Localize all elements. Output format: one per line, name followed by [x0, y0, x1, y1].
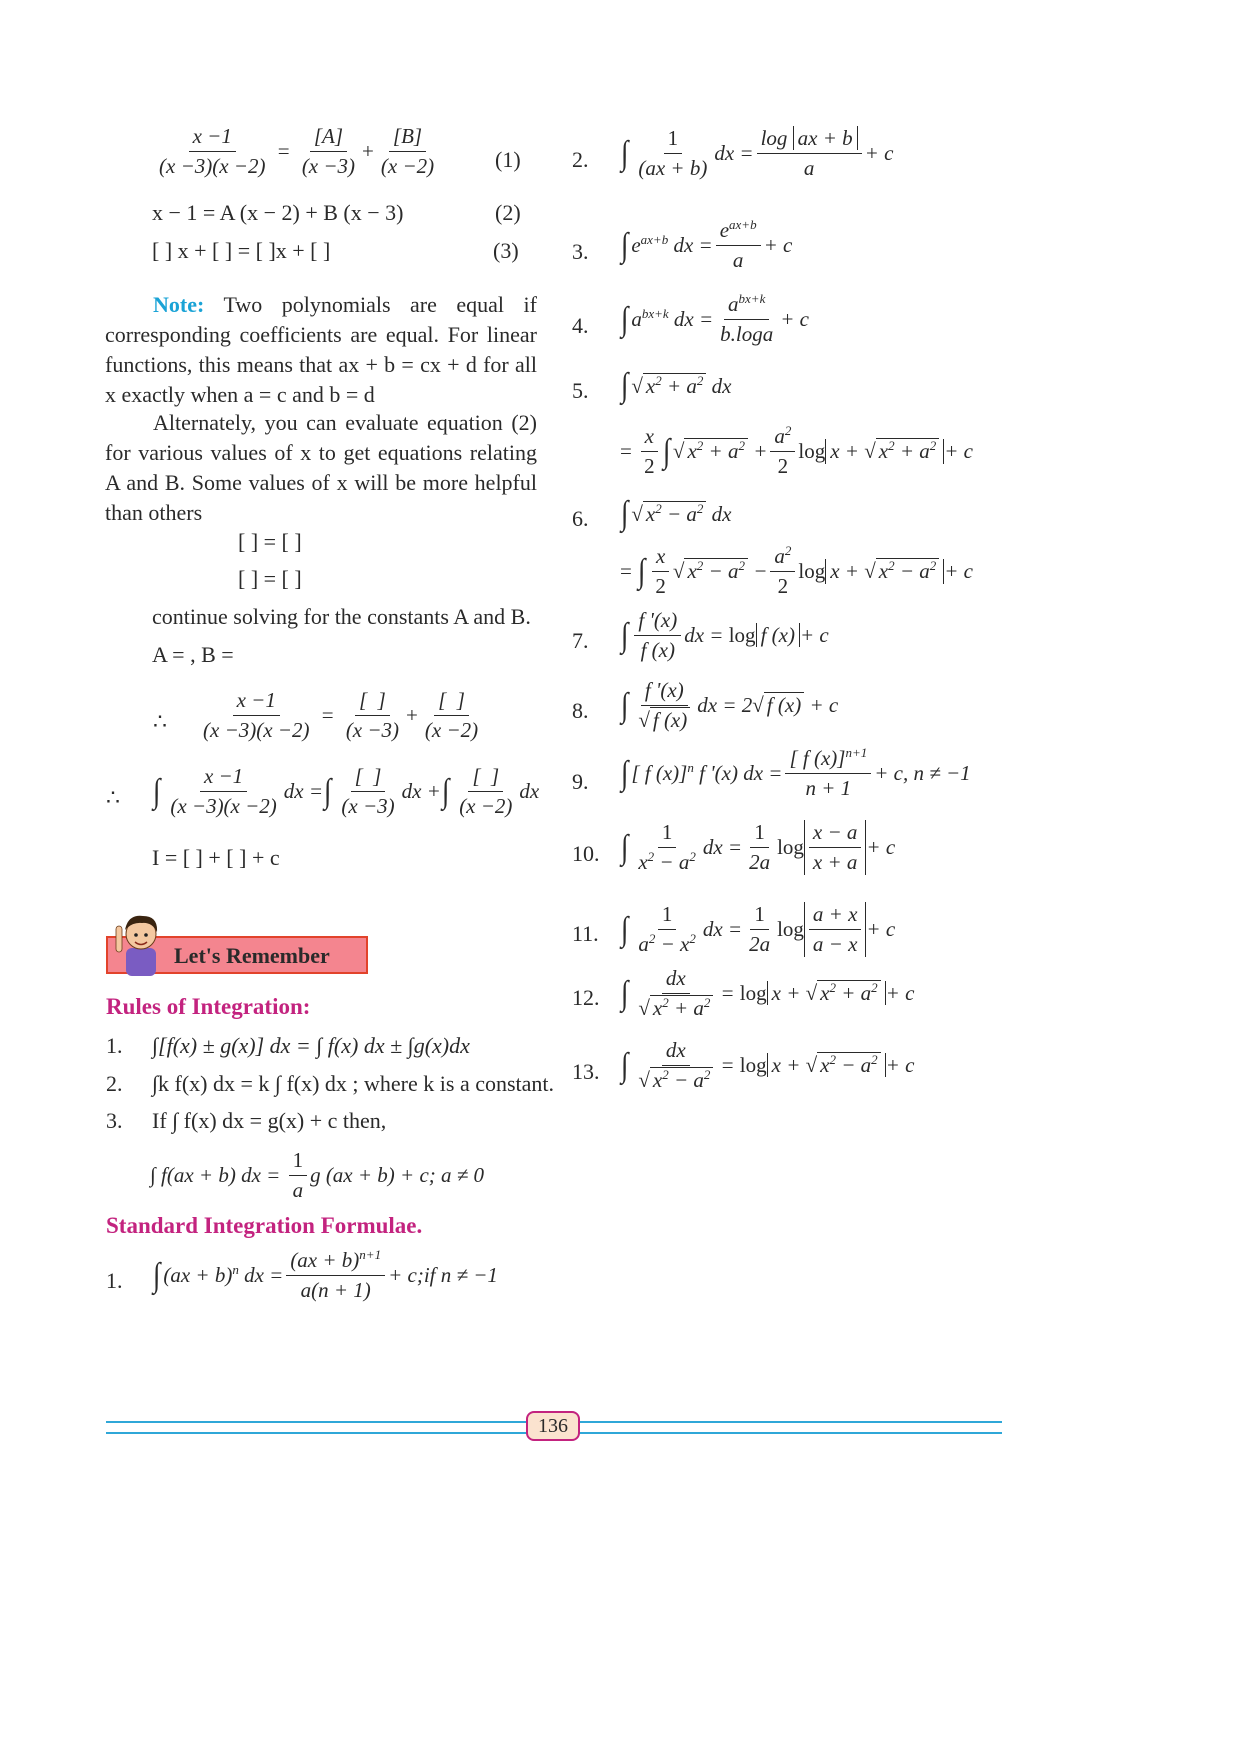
formula-9: ∫ [ f (x)]$^n$ f '(x) dx = $\frac{[ f (x)]^{n+1}}{n + 1}$ + c, n ≠ −1 [620, 745, 971, 800]
formula-2-number: 2. [572, 147, 589, 172]
standard-formulae-heading: Standard Integration Formulae. [106, 1213, 423, 1238]
rule-1-text: ∫[f(x) ± g(x)] dx = ∫ f(x) dx ± ∫g(x)dx [152, 1033, 470, 1058]
formula-3: ∫ $e^{ax+b}$ dx = $\frac{e^{ax+b}}{a}$ + c [620, 217, 793, 272]
equation-3: [ ] x + [ ] = [ ]x + [ ] [152, 238, 331, 263]
rule-3-formula: ∫ f(ax + b) dx = $\frac{1}{a}$ g (ax + b) + c; a ≠ 0 [150, 1148, 485, 1202]
formula-8-number: 8. [572, 698, 589, 723]
formula-6-number: 6. [572, 506, 589, 531]
formula-13-number: 13. [572, 1059, 600, 1084]
formula-5: ∫ √ $x^2 + a^2$ dx [620, 367, 732, 404]
formula-5-result: = $\frac{x}{2}$ ∫ √ $x^2 + a^2$ + $\frac{a^2}{2}$ log x + √ $x^2 + a^2$ + c [620, 423, 973, 478]
blank-equation-2: [ ] = [ ] [238, 566, 302, 591]
partial-fraction-equation: $\frac{x -1}{(x -3)(x -2)}$ = $\frac{[ ]}{(x -3)}$ + $\frac{[ ]}{(x -2)}$ [203, 688, 479, 742]
page-number: 136 [538, 1415, 568, 1437]
formula-12: ∫ $\frac{dx}{√ x^2 + a^2}$ = log x + √ $x^2 + a^2 + c$ [620, 966, 915, 1020]
therefore-symbol-2: ∴ [106, 785, 120, 810]
rule-3-text: If ∫ f(x) dx = g(x) + c then, [152, 1108, 387, 1133]
formula-8: ∫ $\frac{f '(x)}{√ f (x)}$ dx = 2√ f (x) + c [620, 678, 839, 732]
formula-3-number: 3. [572, 239, 589, 264]
integral-split-equation: ∫ $\frac{x -1}{(x -3)(x -2)}$ dx = ∫ $\frac{[ ]}{(x -3)}$ dx + ∫ $\frac{[ ]}{(x -2)}$ dx [152, 764, 540, 818]
equation-1: $\frac{x -1}{(x -3)(x -2)}$ = $\frac{[A]}{(x -3)}$ + $\frac{[B]}{(x -2)}$ [159, 124, 435, 178]
rule-3-number: 3. [106, 1108, 123, 1133]
alternately-paragraph: Alternately, you can evaluate equation (2) for various values of x to get equations relating A and B. Some values of x will be more helpful than others [105, 410, 537, 525]
formula-13: ∫ $\frac{dx}{√ x^2 - a^2}$ = log x + √ $x^2 - a^2 + c$ [620, 1038, 915, 1092]
formula-9-number: 9. [572, 769, 589, 794]
formula-4-number: 4. [572, 313, 589, 338]
rule-1-number: 1. [106, 1033, 123, 1058]
equation-label-2: (2) [495, 200, 521, 225]
formula-1-number: 1. [106, 1268, 123, 1293]
formula-7-number: 7. [572, 628, 589, 653]
formula-5-number: 5. [572, 378, 589, 403]
note-body: Two polynomials are equal if corresponding coefficients are equal. For linear functions, this means that ax + b = cx + d for all x exactly when a = c and b = d [105, 292, 537, 407]
formula-11-number: 11. [572, 921, 599, 946]
rule-2-number: 2. [106, 1071, 123, 1096]
formula-6-result: = ∫ $\frac{x}{2}$ √ $x^2 - a^2$ − $\frac{a^2}{2}$ log x + √ $x^2 - a^2$ + c [620, 543, 973, 598]
therefore-symbol-1: ∴ [153, 709, 167, 734]
equation-label-1: (1) [495, 147, 521, 172]
formula-10: ∫ $\frac{1}{x^2 - a^2}$ dx = $\frac{1}{2a}$ log $\frac{x - a}{x + a}$ + c [620, 820, 896, 874]
formula-1: ∫ (ax + b)$^n$ dx = $\frac{(ax + b)^{n+1}}{a(n + 1)}$ + c;if n ≠ −1 [152, 1247, 498, 1302]
note-heading: Note: [153, 292, 205, 317]
final-integral-result: I = [ ] + [ ] + c [152, 845, 280, 870]
equation-label-3: (3) [493, 238, 519, 263]
page-number-badge [526, 1411, 580, 1441]
rules-heading: Rules of Integration: [106, 994, 311, 1019]
formula-6: ∫ √ $x^2 - a^2$ dx [620, 495, 732, 532]
ab-constants: A = , B = [152, 642, 234, 667]
formula-2: ∫ $\frac{1}{(ax + b)}$ dx = $\frac{\text{log ax + b}}{a}$ + c [620, 126, 894, 180]
rule-2-text: ∫k f(x) dx = k ∫ f(x) dx ; where k is a constant. [152, 1071, 555, 1096]
formula-10-number: 10. [572, 841, 600, 866]
lets-remember-label: Let's Remember [174, 943, 330, 968]
formula-7: ∫ $\frac{f '(x)}{f (x)}$ dx = log f (x) + c [620, 608, 829, 662]
formula-11: ∫ $\frac{1}{a^2 - x^2}$ dx = $\frac{1}{2a}$ log $\frac{a + x}{a - x}$ + c [620, 902, 896, 956]
formula-4: ∫ $a^{bx+k}$ dx = $\frac{a^{bx+k}}{b.\log a}$ + c [620, 291, 809, 346]
note-paragraph [105, 290, 537, 410]
cartoon-boy-icon [112, 908, 170, 976]
formula-12-number: 12. [572, 985, 600, 1010]
blank-equation-1: [ ] = [ ] [238, 529, 302, 554]
continue-text: continue solving for the constants A and B. [152, 604, 531, 629]
equation-2: x − 1 = A (x − 2) + B (x − 3) [152, 200, 404, 225]
